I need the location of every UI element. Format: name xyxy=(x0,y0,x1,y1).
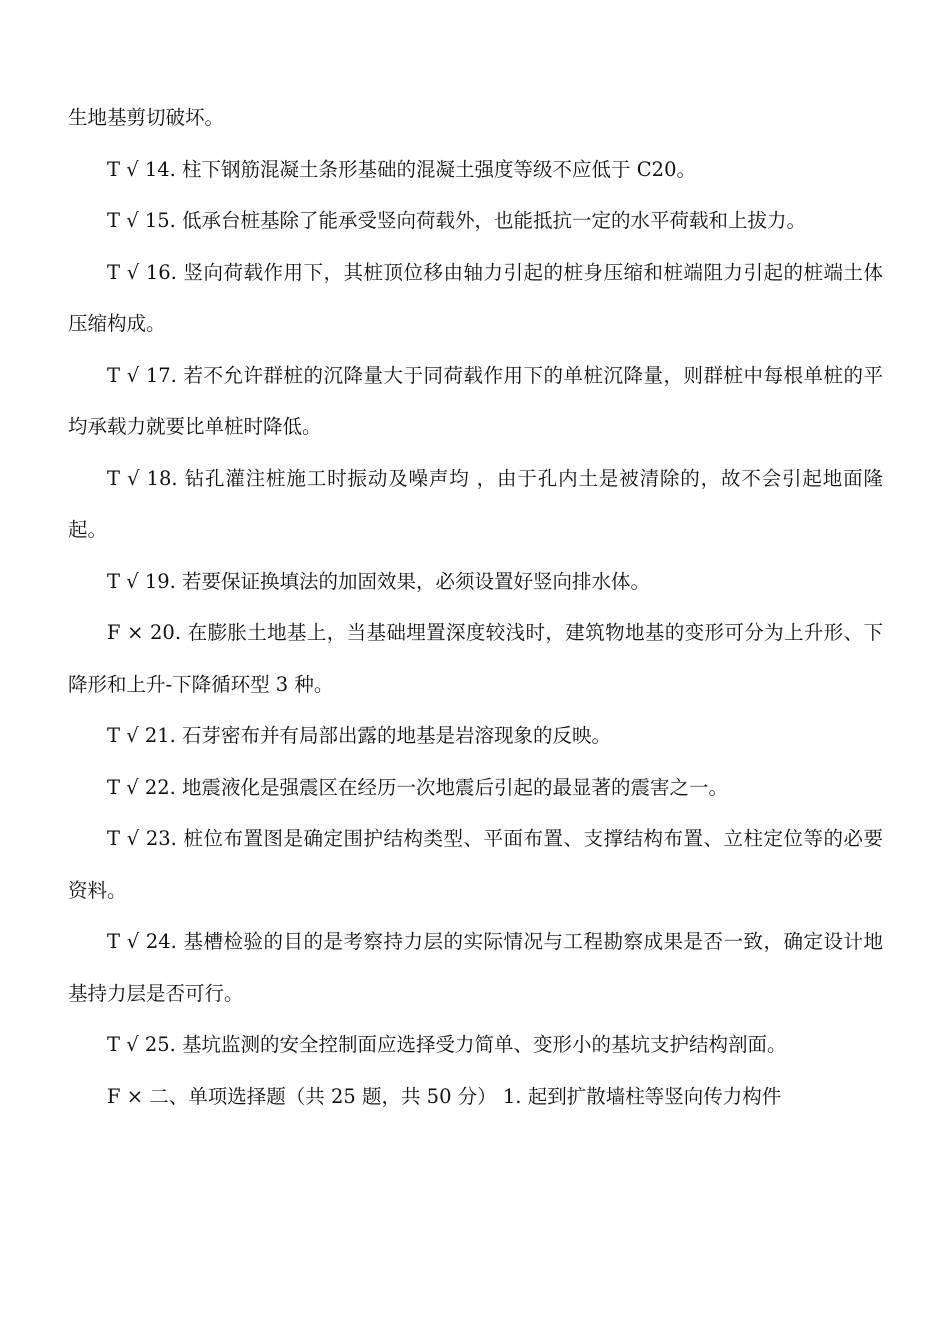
document-body xyxy=(68,92,883,1122)
answer-item-24: T √ 24. 基槽检验的目的是考察持力层的实际情况与工程勘察成果是否一致，确定设计地基持力层是否可行。 xyxy=(68,930,883,1005)
answer-item-17: T √ 17. 若不允许群桩的沉降量大于同荷载作用下的单桩沉降量，则群桩中每根单桩的平均承载力就要比单桩时降低。 xyxy=(68,363,883,438)
answer-item-16: T √ 16. 竖向荷载作用下，其桩顶位移由轴力引起的桩身压缩和桩端阻力引起的桩端土体压缩构成。 xyxy=(68,260,883,335)
answer-item-18: T √ 18. 钻孔灌注桩施工时振动及噪声均 ，由于孔内土是被清除的，故不会引起地面隆起。 xyxy=(68,466,883,541)
answer-item-19: T √ 19. 若要保证换填法的加固效果，必须设置好竖向排水体。 xyxy=(107,569,651,593)
answer-item-22: T √ 22. 地震液化是强震区在经历一次地震后引起的最显著的震害之一。 xyxy=(107,775,729,799)
answer-item-14: T √ 14. 柱下钢筋混凝土条形基础的混凝土强度等级不应低于 C20。 xyxy=(107,157,696,181)
answer-item-15: T √ 15. 低承台桩基除了能承受竖向荷载外，也能抵抗一定的水平荷载和上拔力。 xyxy=(107,209,807,232)
answer-item-21: T √ 21. 石芽密布并有局部出露的地基是岩溶现象的反映。 xyxy=(107,724,612,747)
answer-item-25: T √ 25. 基坑监测的安全控制面应选择受力简单、变形小的基坑支护结构剖面。 xyxy=(107,1033,787,1056)
section-heading-single-choice: F × 二、单项选择题（共 25 题，共 50 分） 1. 起到扩散墙柱等竖向传力构件 xyxy=(107,1084,782,1108)
answer-item-20: F × 20. 在膨胀土地基上，当基础埋置深度较浅时，建筑物地基的变形可分为上升形、下降形和上升-下降循环型 3 种。 xyxy=(68,621,883,696)
paragraph-continuation: 生地基剪切破坏。 xyxy=(68,106,225,129)
answer-item-23: T √ 23. 桩位布置图是确定围护结构类型、平面布置、支撑结构布置、立柱定位等的必要资料。 xyxy=(68,827,883,902)
